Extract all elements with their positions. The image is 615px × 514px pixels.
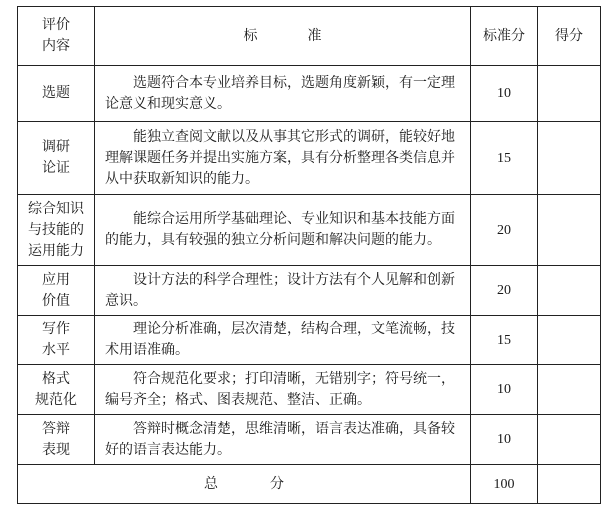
- row-description-cell: [95, 266, 471, 316]
- table-row: [18, 195, 601, 266]
- header-category-line2: 内容: [42, 38, 70, 54]
- table-row: [18, 66, 601, 122]
- row-description: 选题符合本专业培养目标，选题角度新颖，有一定理论意义和现实意义。: [105, 74, 455, 112]
- row-category-line: 与技能的: [28, 221, 84, 238]
- row-category-line: 规范化: [35, 391, 77, 408]
- row-category: [18, 415, 95, 465]
- row-description-cell: [95, 122, 471, 195]
- total-obtained[interactable]: [538, 465, 601, 504]
- row-category-line: 格式: [42, 370, 70, 387]
- row-description: 符合规范化要求；打印清晰，无错别字；符号统一，编号齐全；格式、图表规范、整洁、正确。: [105, 370, 455, 408]
- header-category-line1: 评价: [42, 17, 70, 33]
- row-description: 理论分析准确，层次清楚，结构合理，文笔流畅，技术用语准确。: [105, 321, 455, 358]
- row-score: 10: [471, 365, 538, 415]
- row-description: 能独立查阅文献以及从事其它形式的调研，能较好地理解课题任务并提出实施方案，具有分析整理各类信息并从中获取新知识的能力。: [105, 128, 455, 187]
- row-category-line: 综合知识: [28, 200, 84, 217]
- row-category: [18, 66, 95, 122]
- row-description: 能综合运用所学基础理论、专业知识和基本技能方面的能力，具有较强的独立分析问题和解决问题的能力。: [105, 211, 455, 248]
- row-category: [18, 365, 95, 415]
- row-category-line: 运用能力: [28, 242, 84, 259]
- row-category-line: 应用: [42, 271, 70, 288]
- row-category-line: 水平: [42, 342, 70, 358]
- table-row: [18, 266, 601, 316]
- row-description-cell: [95, 415, 471, 465]
- row-description: 答辩时概念清楚，思维清晰，语言表达准确，具备较好的语言表达能力。: [105, 420, 455, 458]
- row-description-cell: [95, 316, 471, 365]
- row-score: 20: [471, 266, 538, 316]
- row-description-cell: [95, 195, 471, 266]
- row-category-line: 选题: [42, 85, 70, 101]
- table-row: [18, 122, 601, 195]
- header-category: [18, 7, 95, 66]
- row-score: 10: [471, 66, 538, 122]
- header-row: [18, 7, 601, 66]
- table-row: [18, 316, 601, 365]
- total-row: [18, 465, 601, 504]
- row-category: [18, 195, 95, 266]
- total-label-a: 总: [204, 475, 218, 492]
- header-obtained: 得分: [538, 7, 601, 66]
- row-obtained[interactable]: [538, 66, 601, 122]
- evaluation-table: [17, 6, 601, 504]
- row-description: 设计方法的科学合理性；设计方法有个人见解和创新意识。: [105, 271, 455, 309]
- row-obtained[interactable]: [538, 195, 601, 266]
- header-full-score: 标准分: [471, 7, 538, 66]
- row-score: 15: [471, 316, 538, 365]
- header-standard: [95, 7, 471, 66]
- total-score: 100: [471, 465, 538, 504]
- total-label: [18, 465, 471, 504]
- header-standard-a: 标: [243, 27, 258, 44]
- total-label-b: 分: [270, 475, 284, 492]
- row-category: [18, 122, 95, 195]
- row-obtained[interactable]: [538, 316, 601, 365]
- row-category-line: 表现: [42, 441, 70, 458]
- row-obtained[interactable]: [538, 122, 601, 195]
- row-category: [18, 316, 95, 365]
- row-category-line: 调研: [42, 139, 70, 155]
- row-category-line: 论证: [42, 160, 70, 176]
- row-score: 20: [471, 195, 538, 266]
- row-category-line: 写作: [42, 321, 70, 337]
- row-category: [18, 266, 95, 316]
- row-description-cell: [95, 66, 471, 122]
- header-standard-b: 准: [307, 27, 322, 44]
- table-row: [18, 365, 601, 415]
- row-obtained[interactable]: [538, 365, 601, 415]
- table-row: [18, 415, 601, 465]
- row-obtained[interactable]: [538, 266, 601, 316]
- row-obtained[interactable]: [538, 415, 601, 465]
- row-category-line: 答辩: [42, 420, 70, 437]
- row-score: 10: [471, 415, 538, 465]
- row-score: 15: [471, 122, 538, 195]
- row-description-cell: [95, 365, 471, 415]
- row-category-line: 价值: [42, 292, 70, 309]
